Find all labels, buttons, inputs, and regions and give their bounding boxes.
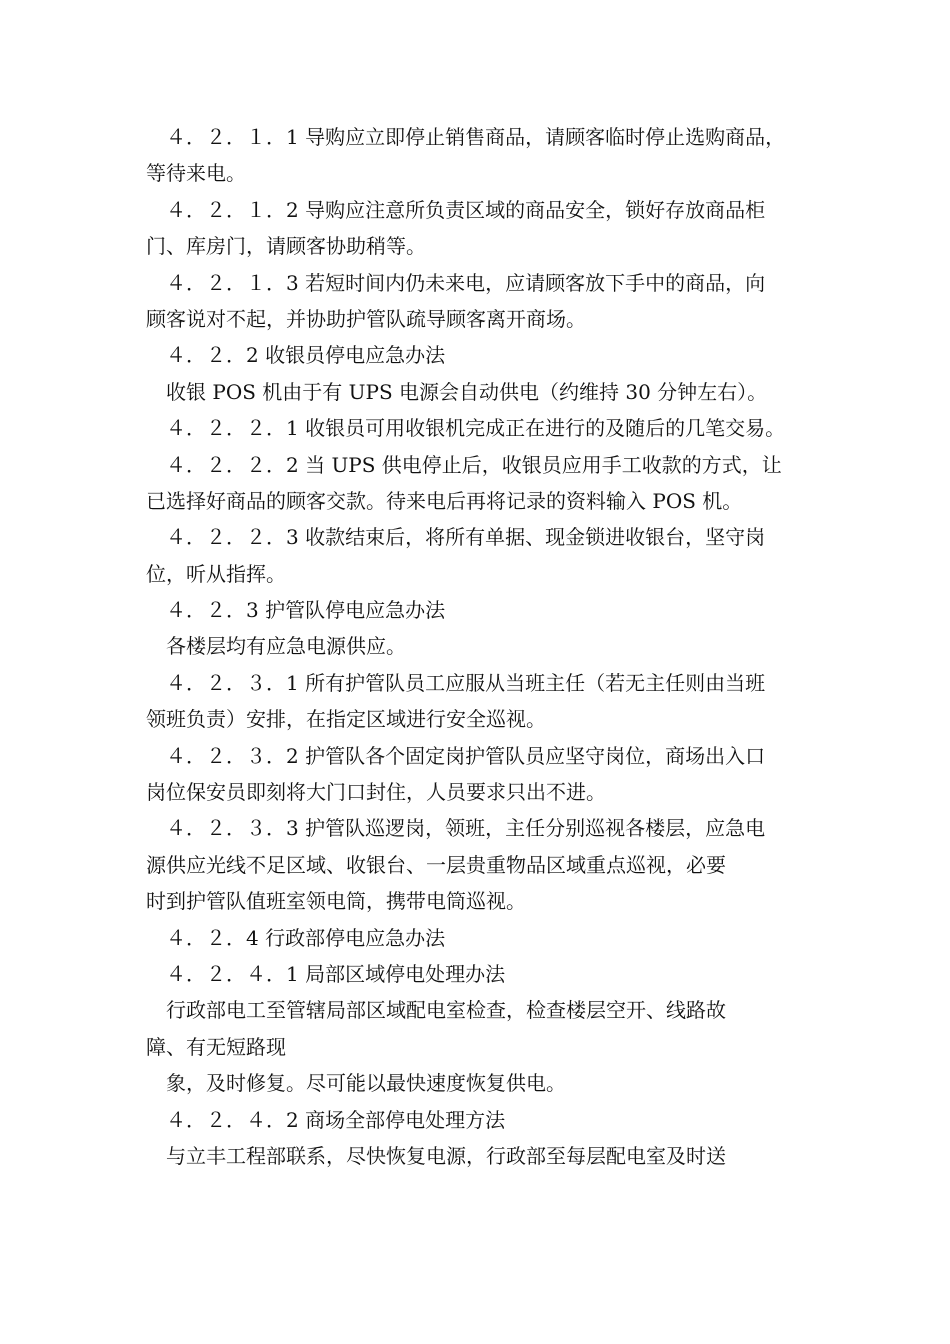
text-line: ４．２．3 护管队停电应急办法 xyxy=(166,598,446,623)
text-line: 与立丰工程部联系，尽快恢复电源，行政部至每层配电室及时送 xyxy=(166,1143,726,1168)
text-line: ４．２．2 收银员停电应急办法 xyxy=(166,343,446,368)
text-line: 领班负责）安排，在指定区域进行安全巡视。 xyxy=(146,707,546,732)
text-line: 时到护管队值班室领电筒，携带电筒巡视。 xyxy=(146,889,526,914)
text-line: 象，及时修复。尽可能以最快速度恢复供电。 xyxy=(166,1071,566,1096)
text-line: 已选择好商品的顾客交款。待来电后再将记录的资料输入 POS 机。 xyxy=(146,488,743,513)
text-line: ４．２．１．1 导购应立即停止销售商品，请顾客临时停止选购商品， xyxy=(166,125,786,149)
text-line: ４．２．２．3 收款结束后，将所有单据、现金锁进收银台，坚守岗 xyxy=(166,525,766,550)
text-line: 源供应光线不足区域、收银台、一层贵重物品区域重点巡视，必要 xyxy=(146,852,726,877)
text-line: ４．２．３．2 护管队各个固定岗护管队员应坚守岗位，商场出入口 xyxy=(166,743,766,768)
text-line: 门、库房门，请顾客协助稍等。 xyxy=(146,234,426,259)
text-line: ４．２．4 行政部停电应急办法 xyxy=(166,925,446,950)
text-line: 位，听从指挥。 xyxy=(146,561,286,586)
text-line: 等待来电。 xyxy=(146,161,246,186)
text-line: 收银 POS 机由于有 UPS 电源会自动供电（约维持 30 分钟左右）。 xyxy=(166,379,768,404)
text-line: ４．２．１．2 导购应注意所负责区域的商品安全，锁好存放商品柜 xyxy=(166,197,766,222)
document-body xyxy=(146,119,822,1174)
text-line: 岗位保安员即刻将大门口封住，人员要求只出不进。 xyxy=(146,780,606,805)
text-line: ４．２．３．3 护管队巡逻岗，领班，主任分别巡视各楼层，应急电 xyxy=(166,816,766,841)
text-line: ４．２．４．2 商场全部停电处理方法 xyxy=(166,1107,506,1132)
text-line: ４．２．２．2 当 UPS 供电停止后，收银员应用手工收款的方式，让 xyxy=(166,452,782,477)
text-line: 障、有无短路现 xyxy=(146,1034,286,1059)
text-line: 各楼层均有应急电源供应。 xyxy=(166,634,406,659)
text-line: ４．２．１．3 若短时间内仍未来电，应请顾客放下手中的商品，向 xyxy=(166,270,766,295)
text-line: ４．２．２．1 收银员可用收银机完成正在进行的及随后的几笔交易。 xyxy=(166,416,786,441)
text-line: ４．２．４．1 局部区域停电处理办法 xyxy=(166,961,506,986)
text-line: 顾客说对不起，并协助护管队疏导顾客离开商场。 xyxy=(146,306,586,331)
text-line: ４．２．３．1 所有护管队员工应服从当班主任（若无主任则由当班 xyxy=(166,670,766,695)
text-line: 行政部电工至管辖局部区域配电室检查，检查楼层空开、线路故 xyxy=(166,998,726,1023)
